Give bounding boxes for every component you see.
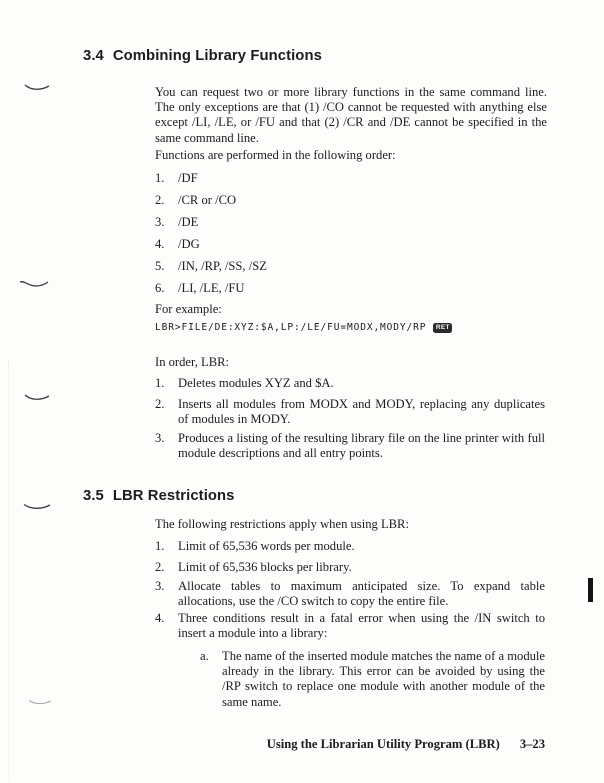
list-item	[155, 431, 545, 461]
list-item-number: 1.	[155, 539, 165, 553]
list-item-number: 1.	[155, 376, 165, 390]
margin-mark	[24, 83, 50, 92]
list-item-text: Three conditions result in a fatal error when using the /IN switch to insert a module into a library:	[178, 611, 545, 641]
list-item-text: Allocate tables to maximum anticipated size. To expand table allocations, use the /CO switch to copy the entire file.	[178, 579, 545, 609]
list-item	[155, 237, 545, 252]
list-item-number: 5.	[155, 259, 165, 273]
list-item-text: /IN, /RP, /SS, /SZ	[178, 259, 267, 273]
paragraph-intro-3-4: You can request two or more library functions in the same command line. The only exceptions are that (1) /CO cannot be requested with anything else except /LI, /LE, or /FU and that (2) /CR and /DE cannot be specified in the same command line.	[155, 85, 547, 145]
return-key-icon: RET	[433, 323, 452, 333]
command-text: LBR>FILE/DE:XYZ:$A,LP:/LE/FU=MODX,MODY/RP	[155, 322, 427, 333]
list-item-number: 2.	[155, 560, 165, 574]
list-item-number: 3.	[155, 215, 165, 229]
margin-mark	[24, 393, 50, 402]
sub-item-letter: a.	[200, 649, 209, 663]
list-item-text: /CR or /CO	[178, 193, 237, 207]
page-footer	[267, 737, 545, 752]
list-item-text: Produces a listing of the resulting library file on the line printer with full module descriptions and all entry points.	[178, 431, 545, 461]
list-item-text: Inserts all modules from MODX and MODY, replacing any duplicates of modules in MODY.	[178, 397, 545, 427]
list-item-number: 3.	[155, 431, 165, 445]
result-intro: In order, LBR:	[155, 355, 229, 369]
list-item-number: 6.	[155, 281, 165, 295]
list-item	[155, 171, 545, 186]
list-item-text: /DF	[178, 171, 198, 185]
margin-mark	[19, 279, 49, 288]
footer-title: Using the Librarian Utility Program (LBR)	[266, 737, 500, 751]
section-title: LBR Restrictions	[112, 488, 235, 504]
sub-list-item	[200, 649, 545, 710]
list-item-text: /DG	[178, 237, 200, 251]
margin-mark	[28, 698, 52, 706]
list-item-number: 1.	[155, 171, 165, 185]
list-item	[155, 539, 545, 554]
command-example	[155, 322, 452, 333]
list-item-number: 2.	[155, 193, 165, 207]
list-item-number: 4.	[155, 611, 165, 625]
section-title: Combining Library Functions	[112, 48, 322, 64]
list-item-text: /LI, /LE, /FU	[178, 281, 245, 295]
list-item	[155, 376, 545, 391]
footer-page-number: 3–23	[519, 737, 545, 751]
list-item-text: Deletes modules XYZ and $A.	[178, 376, 334, 390]
list-item	[155, 215, 545, 230]
list-item-text: Limit of 65,536 blocks per library.	[178, 560, 352, 574]
scan-edge-artifact	[8, 360, 10, 780]
list-item-text: Limit of 65,536 words per module.	[178, 539, 355, 553]
list-item	[155, 259, 545, 274]
restrictions-intro: The following restrictions apply when using LBR:	[155, 517, 409, 531]
list-item	[155, 397, 545, 427]
list-item-text: /DE	[178, 215, 199, 229]
list-item-number: 4.	[155, 237, 165, 251]
section-3-5-heading	[83, 488, 235, 504]
section-number: 3.5	[83, 488, 104, 504]
example-label: For example:	[155, 302, 222, 316]
change-bar	[588, 578, 593, 602]
margin-mark	[23, 502, 51, 511]
section-number: 3.4	[83, 48, 104, 64]
list-item	[155, 579, 545, 609]
list-item-number: 2.	[155, 397, 165, 411]
list-item-number: 3.	[155, 579, 165, 593]
section-3-4-heading	[83, 48, 322, 64]
list-item	[155, 611, 545, 641]
list-item	[155, 560, 545, 575]
paragraph-order-intro: Functions are performed in the following order:	[155, 148, 396, 162]
list-item	[155, 281, 545, 296]
list-item	[155, 193, 545, 208]
sub-item-text: The name of the inserted module matches the name of a module already in the library. This error can be avoided by using the /RP switch to replace one module with another module of the same name.	[222, 649, 545, 709]
